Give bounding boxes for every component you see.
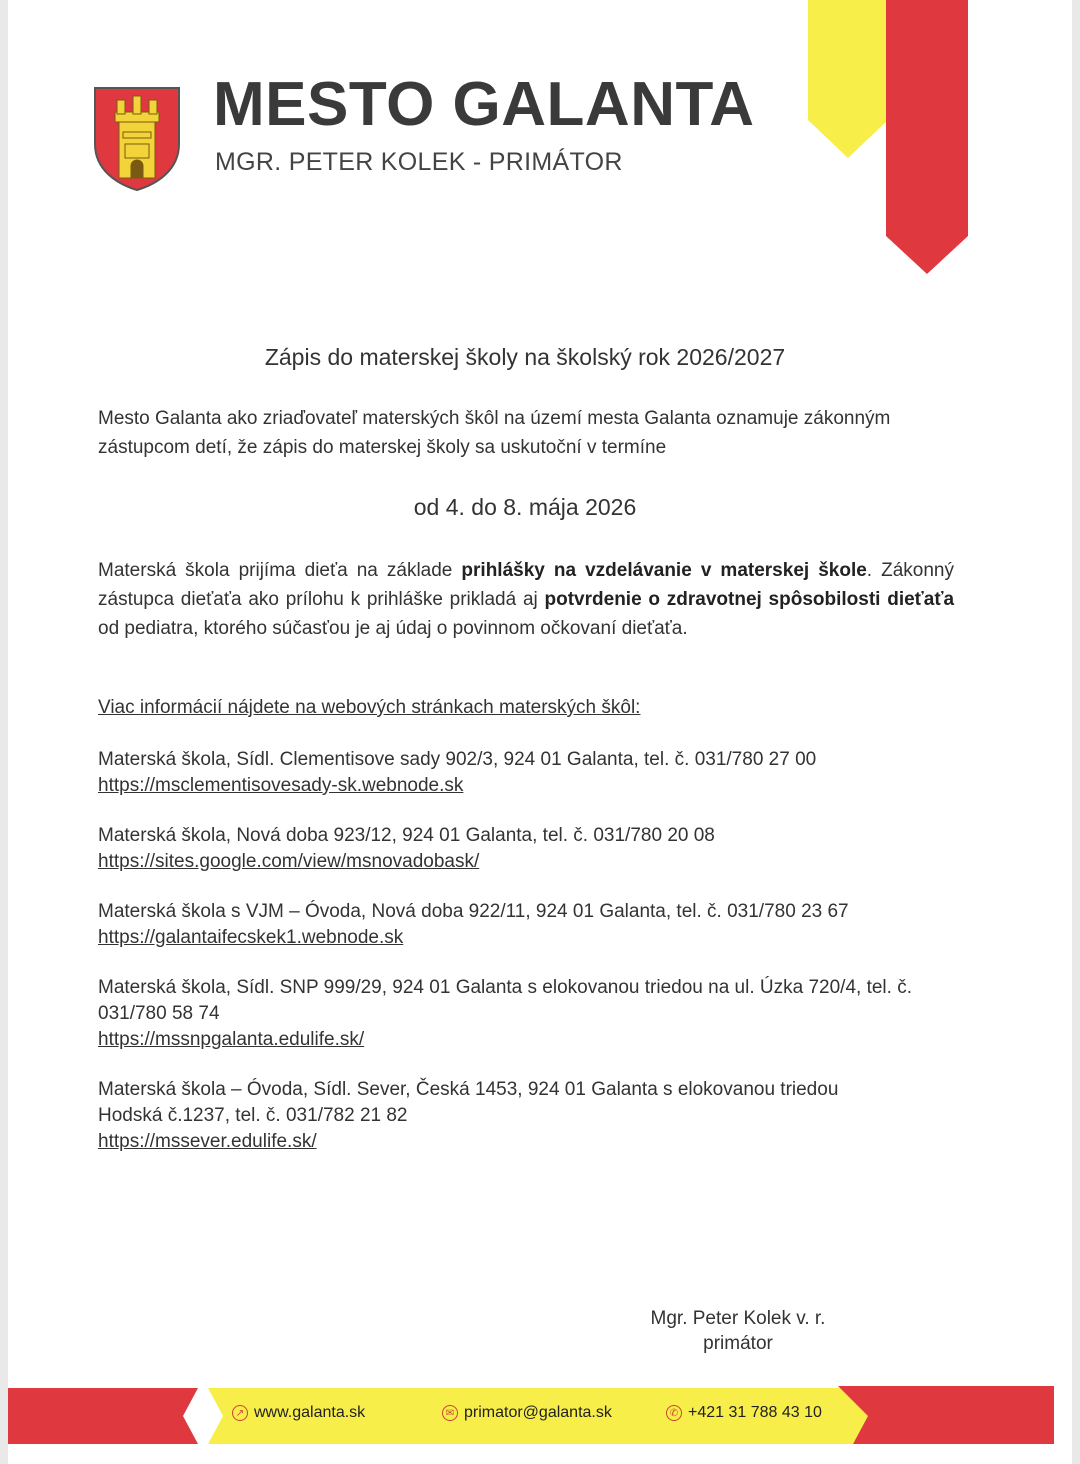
signature-block [608, 1306, 868, 1356]
red-ribbon-decoration [886, 0, 968, 274]
globe-icon: ↗ [232, 1405, 248, 1421]
body-paragraph [98, 556, 954, 643]
city-title: MESTO GALANTA [213, 70, 755, 139]
yellow-ribbon-decoration [808, 0, 888, 158]
school-entry [98, 1077, 908, 1155]
school-website-link[interactable]: https://galantaifecskek1.webnode.sk [98, 927, 404, 948]
footer-phone-text: +421 31 788 43 10 [688, 1404, 822, 1421]
school-entry [98, 823, 958, 875]
school-address: Materská škola s VJM – Óvoda, Nová doba 922/11, 924 01 Galanta, tel. č. 031/780 23 67 [98, 901, 849, 922]
signature-role: primátor [703, 1333, 773, 1354]
school-entry [98, 747, 958, 799]
footer-email-text: primator@galanta.sk [464, 1404, 612, 1421]
notice-heading: Zápis do materskej školy na školský rok 2026/2027 [264, 344, 786, 370]
enrollment-date: od 4. do 8. mája 2026 [413, 494, 637, 520]
phone-icon: ✆ [666, 1405, 682, 1421]
mayor-subtitle: MGR. PETER KOLEK - PRIMÁTOR [215, 148, 623, 176]
school-website-link[interactable]: https://sites.google.com/view/msnovadobask/ [98, 851, 480, 872]
coat-of-arms-logo [91, 84, 183, 192]
footer-bar [8, 1384, 1072, 1448]
signature-name: Mgr. Peter Kolek v. r. [650, 1308, 826, 1329]
body-emphasis-application: prihlášky na vzdelávanie v materskej škole [461, 560, 867, 581]
footer-email[interactable] [442, 1404, 612, 1422]
school-address: Materská škola – Óvoda, Sídl. Sever, Česká 1453, 924 01 Galanta s elokovanou triedou Hodská č.1237, tel. č. 031/782 21 82 [98, 1079, 839, 1126]
more-info-heading: Viac informácií nájdete na webových stránkach materských škôl: [98, 697, 641, 718]
body-text-2: . Zákonný zástupca dieťaťa ako prílohu k prihláške prikladá aj [98, 560, 954, 610]
school-website-link[interactable]: https://mssnpgalanta.edulife.sk/ [98, 1029, 365, 1050]
footer-phone[interactable] [666, 1404, 822, 1422]
school-address: Materská škola, Sídl. Clementisove sady 902/3, 924 01 Galanta, tel. č. 031/780 27 00 [98, 749, 817, 770]
footer-website-text: www.galanta.sk [254, 1404, 366, 1421]
body-text-3: od pediatra, ktorého súčasťou je aj údaj o povinnom očkovaní dieťaťa. [98, 618, 688, 639]
footer-website[interactable] [232, 1404, 365, 1422]
school-website-link[interactable]: https://msclementisovesady-sk.webnode.sk [98, 775, 464, 796]
intro-paragraph: Mesto Galanta ako zriaďovateľ materských škôl na území mesta Galanta oznamuje zákonným zástupcom detí, že zápis do materskej školy sa uskutoční v termíne [98, 408, 891, 458]
document-page [8, 0, 1072, 1464]
school-address: Materská škola, Sídl. SNP 999/29, 924 01 Galanta s elokovanou triedou na ul. Úzka 720/4, tel. č. 031/780 58 74 [98, 977, 912, 1024]
school-entry [98, 899, 958, 951]
school-entry [98, 975, 928, 1053]
body-emphasis-health-certificate: potvrdenie o zdravotnej spôsobilosti dieťaťa [544, 589, 955, 610]
school-website-link[interactable]: https://mssever.edulife.sk/ [98, 1131, 317, 1152]
mail-icon: ✉ [442, 1405, 458, 1421]
body-text-1: Materská škola prijíma dieťa na základe [98, 560, 462, 581]
school-address: Materská škola, Nová doba 923/12, 924 01 Galanta, tel. č. 031/780 20 08 [98, 825, 715, 846]
